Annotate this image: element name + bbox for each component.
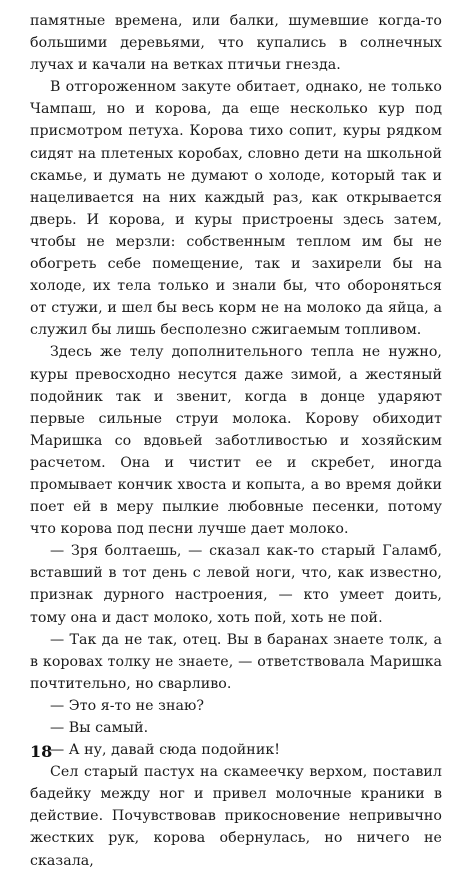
paragraph-continuation: памятные времена, или балки, шумевшие когда-то большими деревьями, что купались в солнечных лучах и качали на ветках птичьи гнезда.: [30, 13, 442, 74]
book-page: [30, 10, 442, 869]
dialogue-line: — Так да не так, отец. Вы в баранах знаете толк, а в коровах толку не знаете, — ответствовала Маришка почтительно, но сварливо.: [30, 631, 442, 692]
page-number: 18: [30, 742, 53, 761]
dialogue-line: — Вы самый.: [50, 720, 149, 736]
paragraph: Здесь же телу дополнительного тепла не нужно, куры превосходно несутся даже зимой, а жестяный подойник так и звенит, когда в донце ударяют первые сильные струи молока. Корову обиходит Маришка со вдовьей заботливостью и хозяйским расчетом. Она и чистит ее и скребет, иногда промывает кончик хвоста и копыта, а во время дойки поет ей в меру пылкие любовные песенки, потому что корова под песни лучше дает молоко.: [30, 344, 442, 538]
paragraph: В отгороженном закуте обитает, однако, не только Чампаш, но и корова, да еще несколько кур под присмотром петуха. Корова тихо сопит, куры рядком сидят на плетеных коробах, словно дети на школьной скамье, и думать не думают о холоде, который так и нацеливается на них каждый раз, как открывается дверь. И корова, и куры пристроены здесь затем, чтобы не мерзли: собственным теплом им бы не обогреть себе помещение, так и захирели бы на холоде, их тела только и знали бы, что обороняться от стужи, и шел бы весь корм не на молоко да яйца, а служил бы лишь бесполезно сжигаемым топливом.: [30, 79, 442, 339]
paragraph: Сел старый пастух на скамеечку верхом, поставил бадейку между ног и привел молочные краники в действие. Почувствовав прикосновение непривычно жестких рук, корова обернулась, но ничего не сказала,: [30, 764, 442, 869]
body-text: [30, 10, 442, 872]
dialogue-line: — Это я-то не знаю?: [50, 697, 205, 714]
dialogue-line: — А ну, давай сюда подойник!: [50, 742, 280, 759]
dialogue-line: — Зря болтаешь, — сказал как-то старый Галамб, вставший в тот день с левой ноги, что, как известно, признак дурного настроения, — кто умеет доить, тому она и даст молоко, хоть пой, хоть не пой.: [30, 543, 442, 626]
